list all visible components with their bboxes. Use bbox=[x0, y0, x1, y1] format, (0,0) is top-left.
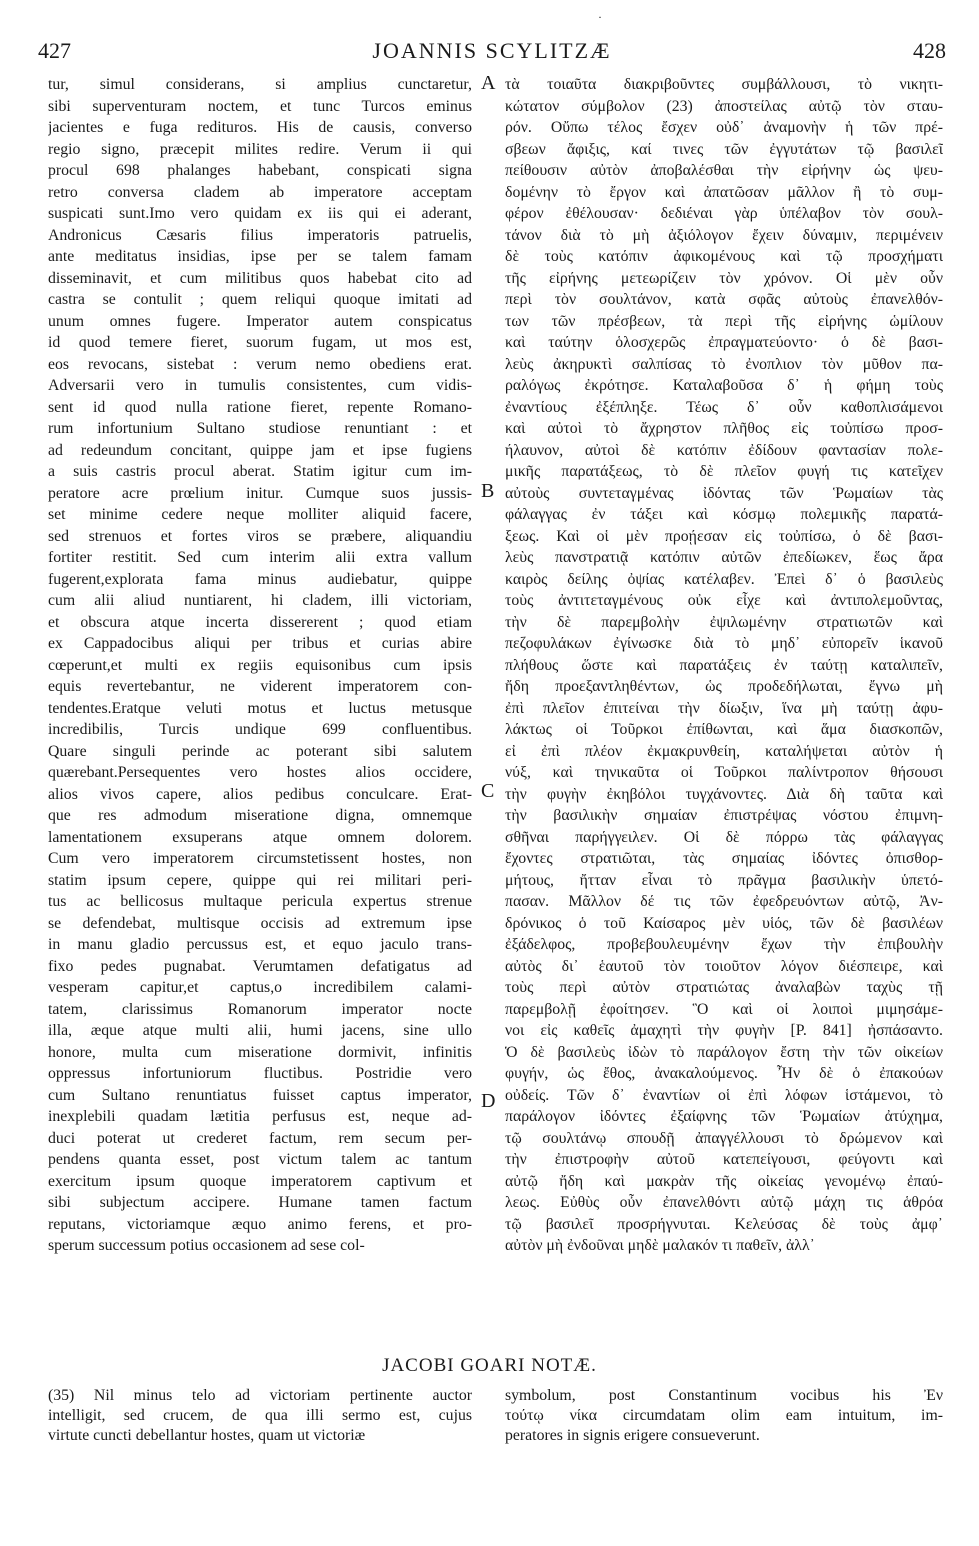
greek-text-line: σθῆναι παρήγγειλεν. Οἱ δὲ πόρρω τὰς φάλαγγας bbox=[505, 828, 943, 846]
greek-text-line: τάνον διὰ τὸ μὴ ἀξιόλογον ἔχειν δύναμιν, περιμένειν bbox=[505, 226, 943, 244]
latin-text-line: suspicati sunt.Imo vero quidam ex iis qui ei aderant, bbox=[48, 205, 472, 222]
greek-text-line: οὐδείς. Τῶν δ᾽ ἐναντίων οἱ ἐπὶ λόφων ἱστάμενοι, τὸ bbox=[505, 1086, 943, 1104]
greek-text-line: ήλαυνον, αὐτοὶ δὲ κατόπιν ἐδίδουν φαντασίαν πολε- bbox=[505, 441, 943, 459]
greek-text-line: ξεως. Καὶ οἱ μὲν προῄεσαν εἰς τοὐπίσω, ὁ δὲ βασι- bbox=[505, 527, 943, 545]
greek-text-line: τὴν βασιλικὴν σημαίαν ἐπιστρέψας νόστου ἐπιμνη- bbox=[505, 807, 943, 824]
margin-letter-b: B bbox=[481, 480, 495, 502]
note-text-line: symbolum, post Constantinum vocibus his Ἐν bbox=[505, 1387, 943, 1404]
greek-text-line: ἐπὶ πλεῖον ἐπιτείναι τὴν δίωξιν, ἵνα μὴ ταύτῃ ἀφυ- bbox=[505, 699, 943, 717]
latin-text-line: peratore acre prœlium initur. Cumque suos jussis- bbox=[48, 484, 472, 502]
latin-text-line: castra se contulit ; quem reliqui quoque imitati ad bbox=[48, 291, 472, 308]
greek-text-line: σβεων ἄφιξις, καί τινες τῶν ἐγγυτάτων τῷ βασιλεῖ bbox=[505, 140, 943, 158]
latin-text-line: ex Cappadocibus aliqui per tribus et curias abire bbox=[48, 635, 472, 652]
greek-text-line: ἤδη προεξαντληθέντων, ὡς προδεδήλωται, ἔγνω μὴ bbox=[505, 678, 943, 695]
greek-text-line: τὴν ἐπιστροφὴν αὐτοῦ κατεπείγουσι, φεύγοντι καὶ bbox=[505, 1151, 943, 1168]
latin-text-line: sperum successum potius occasionem ad sese col- bbox=[48, 1237, 365, 1254]
greek-text-line: φυγήν, ὡς ἔθος, ἀνακαλούμενος. Ἦν δὲ ὁ ἐπακούων bbox=[505, 1065, 943, 1082]
latin-text-line: et obscura atque incerta dissererent ; quod etiam bbox=[48, 613, 472, 631]
latin-text-line: equis revertebantur, ne viderent imperatorem con- bbox=[48, 678, 472, 695]
latin-text-line: ad redeundum concitant, quippe jam et ipse fugiens bbox=[48, 441, 472, 459]
greek-text-line: παρεμβολῇ ἐφοίτησεν. Ὃ καὶ οἱ λοιποὶ μιμησάμε- bbox=[505, 1000, 943, 1018]
greek-text-line: αὐτὸν μὴ ἐνδοῦναι μηδὲ μαλακόν τι παθεῖν, ἀλλ᾽ bbox=[505, 1237, 815, 1254]
margin-letter-d: D bbox=[481, 1090, 496, 1112]
latin-text-line: illa, æque atque multi alii, humi jacens, sine ullo bbox=[48, 1022, 472, 1039]
greek-text-line: τῷ βασιλεῖ προσρήγνυται. Κελεύσας δὲ τοὺς ἀμφ᾽ bbox=[505, 1215, 943, 1233]
latin-text-line: fixo pedes pugnabat. Verumtamen defatigatus ad bbox=[48, 957, 472, 975]
greek-text-line: των τῶν πρέσβεων, τὰ περὶ τῆς εἰρήνης ὡμίλουν bbox=[505, 312, 943, 330]
notes-right-column bbox=[505, 1386, 943, 1446]
greek-text-line: περὶ τὸν σουλτάνον, κατὰ σφᾶς αὐτοὺς ἐπανελθόν- bbox=[505, 291, 943, 308]
latin-text-line: Adversarii vero in tumulis consistentes, cum vidis- bbox=[48, 377, 472, 394]
latin-text-line: statim ipsum cepere, quippe qui rei militari peri- bbox=[48, 871, 472, 889]
latin-text-line: cum alii aliud nuntiarent, hi cladem, illi victoriam, bbox=[48, 592, 472, 609]
greek-text-line: Ὁ δὲ βασιλεὺς ἰδὼν τὸ παράλογον ἔστη τὴν τῶν οἰκείων bbox=[505, 1043, 943, 1061]
page-number-right: 428 bbox=[913, 38, 946, 63]
note-text-line: virtute cuncti debellantur hostes, quam ut victoriæ bbox=[48, 1427, 366, 1444]
page-mark: · bbox=[598, 10, 602, 24]
page-number-left: 427 bbox=[38, 38, 71, 63]
greek-text-line: δομένην τὸ ἔργον καὶ ἀπατῶσαν μᾶλλον ἢ τὸ συμ- bbox=[505, 183, 943, 201]
greek-text-line: καὶ αὐτοὶ τὸ ἄχρηστον πλῆθος εἰς τοὐπίσω προσ- bbox=[505, 420, 943, 437]
latin-text-line: regio signo, præcepit milites redire. Verum ii qui bbox=[48, 140, 472, 158]
latin-text-line: retro conversa cladem ab imperatore acceptam bbox=[48, 183, 472, 201]
latin-text-line: procul 698 phalanges habebant, conspicati signa bbox=[48, 162, 472, 179]
greek-text-line: τὴν φυγὴν ἐκηβόλοι τυγχάνοντες. Διὰ δὴ ταῦτα καὶ bbox=[505, 785, 943, 803]
greek-text-line: τοὺς περὶ αὐτὸν στρατιώτας ἀναλαβὼν ταχὺς τῇ bbox=[505, 979, 943, 996]
greek-text-line: καὶ ταύτην ὁλοσχερῶς ἐπραγματεύοντο· ὁ δὲ βασι- bbox=[505, 334, 943, 351]
greek-text-line: μήτους, ἤτταν εἶναι τὸ πρᾶγμα βασιλικὴν ὑπετό- bbox=[505, 871, 943, 889]
greek-text-line: παράλογον ἰδόντες ἐξαίφνης τῶν Ῥωμαίων ἀτύχημα, bbox=[505, 1108, 943, 1125]
greek-text-line: πεζοφυλάκων ἐγίνωσκε διὰ τὸ μηδ᾽ εὐπορεῖν ἱκανοῦ bbox=[505, 635, 943, 652]
greek-text-line: κώτατον σύμβολον (23) ἀποστείλας αὐτῷ τὸν σταυ- bbox=[505, 97, 943, 115]
greek-text-line: πείθουσιν αὐτὸν ἀποβαλέσθαι τὴν εἰρήνην ὡς ψευ- bbox=[505, 162, 943, 179]
latin-text-line: tendentes.Eratque veluti motus et luctus metusque bbox=[48, 699, 472, 717]
latin-text-line: Cum vero imperatorem circumstetissent hostes, non bbox=[48, 850, 472, 867]
greek-column bbox=[505, 74, 943, 1257]
latin-text-line: honore, multa cum miseratione dormivit, infinitis bbox=[48, 1043, 472, 1061]
greek-text-line: πασαν. Μᾶλλον δέ τις τῶν ἐφεδρευόντων αὐτῷ, Ἀν- bbox=[505, 893, 943, 910]
margin-letter-a: A bbox=[481, 72, 496, 94]
latin-text-line: id quod temere fieret, suorum fugam, ut mos est, bbox=[48, 334, 472, 351]
latin-text-line: rum infortunium Sultano studiose renuntiant : et bbox=[48, 420, 472, 437]
latin-text-line: que res admodum miseratione digna, omnemque bbox=[48, 807, 472, 824]
greek-text-line: αὐτῷ ἤδη καὶ μακρὰν τῆς οἰκείας γενομένῳ ἐπαύ- bbox=[505, 1172, 943, 1190]
latin-text-line: tatem, clarissimus Romanorum imperator nocte bbox=[48, 1000, 472, 1018]
greek-text-line: φάλαγγας ἐν τάξει καὶ κόσμῳ πολεμικῆς παρατά- bbox=[505, 506, 943, 523]
greek-text-line: νοι εἰς καθεῖς ἀμαχητὶ τὴν φυγὴν [P. 841] ἠσπάσαντο. bbox=[505, 1022, 943, 1039]
note-text-line: (35) Nil minus telo ad victoriam pertinente auctor bbox=[48, 1387, 472, 1404]
greek-text-line: ρόν. Οὔπω τέλος ἔσχεν οὐδ᾽ ἀναμονὴν ἡ τῶν πρέ- bbox=[505, 119, 943, 136]
latin-text-line: pendens quanta esset, post victum talem ac tantum bbox=[48, 1151, 472, 1168]
latin-text-line: Andronicus Cæsaris filius imperatoris patruelis, bbox=[48, 226, 472, 244]
greek-text-line: φέρον ἐθέλουσαν· δεδιέναι γὰρ ὑπέλαβον τὸν σουλ- bbox=[505, 205, 943, 222]
latin-text-line: tur, simul considerans, si amplius cunctaretur, bbox=[48, 76, 472, 93]
greek-text-line: λάκτως οἱ Τοῦρκοι ἐπίθωνται, καὶ ἅμα διασκοπῶν, bbox=[505, 721, 943, 738]
latin-text-line: ante meditatus insidias, ipse per se talem famam bbox=[48, 248, 472, 265]
latin-text-line: incredibilis, Turcis undique 699 confluentibus. bbox=[48, 721, 472, 738]
latin-column bbox=[48, 74, 472, 1257]
greek-text-line: τῷ σουλτάνῳ σπουδῇ ἀπαγγέλλουσι τὸ δρώμενον καὶ bbox=[505, 1129, 943, 1147]
greek-text-line: λεως. Εὐθὺς οὖν ἐπανελθόντι αὐτῷ μάχη τις ἁθρόα bbox=[505, 1194, 943, 1211]
latin-text-line: duci poterat ut crederet factum, rem secum per- bbox=[48, 1129, 472, 1147]
latin-text-line: reputans, victoriamque æquo animo ferens, et pro- bbox=[48, 1215, 472, 1233]
note-text-line: τούτῳ νίκα circumdatam olim eam intuitum, im- bbox=[505, 1407, 943, 1424]
latin-text-line: quærebant.Persequentes vero hostes alios occidere, bbox=[48, 764, 472, 781]
greek-text-line: ἔχοντες στρατιῶται, τὰς σημαίας ἰδόντες ὀπισθορ- bbox=[505, 850, 943, 867]
latin-text-line: alios vivos capere, alios pedibus conculcare. Erat- bbox=[48, 785, 472, 803]
latin-text-line: fugerent,explorata fama minus audiebatur, quippe bbox=[48, 570, 472, 588]
greek-text-line: τὴν δὲ παρεμβολὴν ἐψιλωμένην στρατιωτῶν καὶ bbox=[505, 613, 943, 631]
greek-text-line: τὰ τοιαῦτα διακριβοῦντες συμβάλλουσι, τὸ νικητι- bbox=[505, 76, 943, 93]
margin-letter-c: C bbox=[481, 780, 495, 802]
latin-text-line: sent id quod nulla ratione fieret, repente Romano- bbox=[48, 398, 472, 416]
greek-text-line: ἐναντίους ἐξέπληξε. Τέως δ᾽ οὖν καθοπλισάμενοι bbox=[505, 398, 943, 416]
latin-text-line: eos revocans, sistebat : verum nemo obediens erat. bbox=[48, 355, 472, 373]
notes-title: JACOBI GOARI NOTÆ. bbox=[382, 1355, 597, 1376]
greek-text-line: λεὺς πανστρατιᾷ κατόπιν αὐτῶν ἐπεδίωκεν, ἕως ἄρα bbox=[505, 549, 943, 566]
greek-text-line: ἐξάδελφος, προβεβουλευμένην ἔχων τὴν ἐπιβουλὴν bbox=[505, 936, 943, 953]
page-header bbox=[38, 38, 946, 66]
greek-text-line: ραλόγως ἐκρότησε. Καταλαβοῦσα δ᾽ ἡ φήμη τοὺς bbox=[505, 377, 943, 394]
running-title: JOANNIS SCYLITZÆ bbox=[372, 38, 612, 63]
latin-text-line: jacientes e fuga redituros. His de causis, converso bbox=[48, 119, 472, 136]
latin-text-line: tus ac bellicosus multaque pericula expertus strenue bbox=[48, 893, 472, 910]
greek-text-line: αὐτοὺς συντεταγμένας ἰδόντας τῶν Ῥωμαίων τὰς bbox=[505, 484, 943, 502]
note-text-line: intelligit, sed crucem, de qua illi sermo est, cujus bbox=[48, 1407, 472, 1424]
latin-text-line: lamentationem exsuperans atque omnem dolorem. bbox=[48, 828, 472, 846]
latin-text-line: sibi superventuram noctem, et tunc Turcos eminus bbox=[48, 97, 472, 115]
latin-text-line: sed strenuos et fortes viros se præbere, aliquandiu bbox=[48, 527, 472, 545]
greek-text-line: τῆς εἰρήνης μετεωρίζειν τὸν χρόνον. Οἱ μὲν οὖν bbox=[505, 269, 943, 287]
latin-text-line: sibi subjectum accipere. Humane tamen factum bbox=[48, 1194, 472, 1211]
latin-text-line: se defendebat, multisque occisis ad extremum ipse bbox=[48, 914, 472, 932]
greek-text-line: αὐτὸς δι᾽ ἑαυτοῦ τὸν τοιοῦτον λόγον διέσπειρε, καὶ bbox=[505, 957, 943, 975]
latin-text-line: unum omnes fugere. Imperator autem conspicatus bbox=[48, 312, 472, 330]
latin-text-line: vesperam capitur,et captus,o incredibilem calami- bbox=[48, 979, 472, 996]
latin-text-line: set minime cedere neque molliter aliquid facere, bbox=[48, 506, 472, 523]
latin-text-line: cœperunt,et multi ex regiis equisonibus cum ipsis bbox=[48, 656, 472, 674]
greek-text-line: πλήθους ὥστε καὶ παρατάξεις ἐν ταύτῃ καταλιπεῖν, bbox=[505, 656, 943, 674]
latin-text-line: Quare singuli perinde ac poterant sibi salutem bbox=[48, 742, 472, 760]
greek-text-line: νύξ, καὶ τηνικαῦτα οἱ Τοῦρκοι παλίντροπον θήσουσι bbox=[505, 764, 943, 781]
latin-text-line: disseminavit, et cum militibus quos habebat cito ad bbox=[48, 269, 472, 287]
greek-text-line: τοὺς ἀντιτεταγμένους οὐκ εἶχε καὶ ἀντιπολεμοῦντας, bbox=[505, 592, 943, 609]
latin-text-line: a suis castris procul aberat. Statim igitur cum im- bbox=[48, 463, 472, 480]
latin-text-line: exercitum ipsum quoque imperatorem captivum et bbox=[48, 1172, 472, 1190]
greek-text-line: καιρὸς δείλης ὀψίας κατέλαβεν. Ἐπεὶ δ᾽ ὁ βασιλεὺς bbox=[505, 570, 943, 588]
greek-text-line: δρόνικος ὁ τοῦ Καίσαρος μὲν υἱός, τῶν δὲ βασιλέων bbox=[505, 914, 943, 932]
greek-text-line: εἰ ἐπὶ πλέον ἐκμακρυνθείη, καταλήψεται αὐτὸν ἡ bbox=[505, 742, 943, 760]
latin-text-line: cum Sultano renuntiatus fuisset captus imperator, bbox=[48, 1086, 472, 1104]
latin-text-line: fortiter restitit. Sed cum interim alii extra vallum bbox=[48, 549, 472, 566]
latin-text-line: oppressus infortuniorum fluctibus. Postridie vero bbox=[48, 1065, 472, 1082]
latin-text-line: in manu gladio percussus est, et equo jaculo trans- bbox=[48, 936, 472, 953]
note-text-line: peratores in signis erigere consueverunt. bbox=[505, 1427, 760, 1444]
latin-text-line: inexplebili quadam lætitia perfusus est, neque ad- bbox=[48, 1108, 472, 1125]
greek-text-line: λεὺς ἀκηρυκτὶ σαλπίσας τὸ ἐνοπλιον τὸν μῦθον πα- bbox=[505, 355, 943, 373]
greek-text-line: μικῆς παρατάξεως, τὸ δὲ πλεῖον φυγή τις κατεῖχεν bbox=[505, 463, 943, 480]
greek-text-line: δὲ τοὺς κατόπιν ἀφικομένους καὶ τῷ προσχήματι bbox=[505, 248, 943, 265]
notes-left-column bbox=[48, 1386, 472, 1446]
